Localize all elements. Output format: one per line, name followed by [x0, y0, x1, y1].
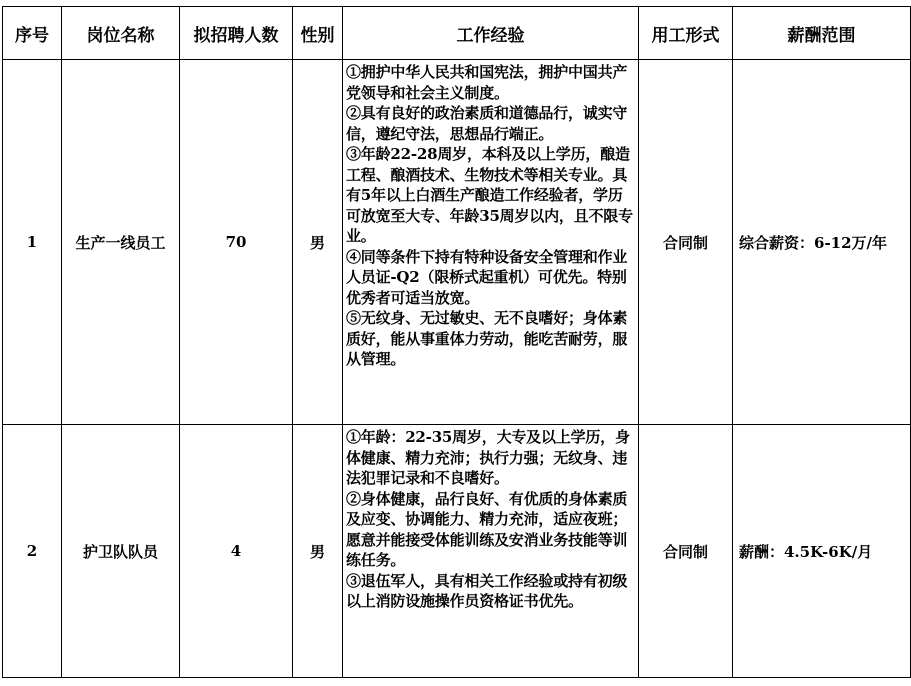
header-experience: 工作经验 [343, 7, 639, 60]
recruitment-table [2, 6, 911, 678]
experience-item: ②身体健康，品行良好、有优质的身体素质及应变、协调能力、精力充沛，适应夜班；愿意并能接受体能训练及安消业务技能等训练任务。 [346, 489, 628, 569]
header-headcount: 拟招聘人数 [180, 7, 293, 60]
header-gender: 性别 [293, 7, 343, 60]
cell-position: 护卫队队员 [62, 425, 180, 678]
experience-item: ④同等条件下持有特种设备安全管理和作业人员证-Q2（限桥式起重机）可优先。特别优秀者可适当放宽。 [346, 247, 628, 307]
cell-employment: 合同制 [639, 60, 733, 425]
experience-item: ③退伍军人，具有相关工作经验或持有初级以上消防设施操作员资格证书优先。 [346, 571, 628, 610]
cell-position: 生产一线员工 [62, 60, 180, 425]
header-seq: 序号 [3, 7, 62, 60]
experience-item: ①拥护中华人民共和国宪法，拥护中国共产党领导和社会主义制度。 [346, 63, 628, 102]
cell-seq: 2 [3, 425, 62, 678]
cell-headcount: 70 [180, 60, 293, 425]
cell-seq: 1 [3, 60, 62, 425]
cell-salary: 综合薪资：6-12万/年 [733, 60, 911, 425]
cell-experience [343, 425, 639, 678]
header-salary: 薪酬范围 [733, 7, 911, 60]
experience-item: ⑤无纹身、无过敏史、无不良嗜好；身体素质好，能从事重体力劳动，能吃苦耐劳，服从管理。 [346, 309, 628, 368]
cell-salary: 薪酬：4.5K-6K/月 [733, 425, 911, 678]
cell-experience [343, 60, 639, 425]
cell-gender: 男 [293, 60, 343, 425]
cell-gender: 男 [293, 425, 343, 678]
experience-item: ①年龄：22-35周岁，大专及以上学历，身体健康、精力充沛；执行力强；无纹身、违法犯罪记录和不良嗜好。 [346, 428, 630, 487]
header-row [3, 7, 911, 60]
cell-employment: 合同制 [639, 425, 733, 678]
table-row [3, 425, 911, 678]
header-employment: 用工形式 [639, 7, 733, 60]
experience-item: ②具有良好的政治素质和道德品行，诚实守信，遵纪守法，思想品行端正。 [346, 104, 628, 143]
table-row [3, 60, 911, 425]
header-position: 岗位名称 [62, 7, 180, 60]
experience-item: ③年龄22-28周岁，本科及以上学历，酿造工程、酿酒技术、生物技术等相关专业。具有5年以上白酒生产酿造工作经验者，学历可放宽至大专、年龄35周岁以内，且不限专业。 [346, 145, 633, 245]
cell-headcount: 4 [180, 425, 293, 678]
